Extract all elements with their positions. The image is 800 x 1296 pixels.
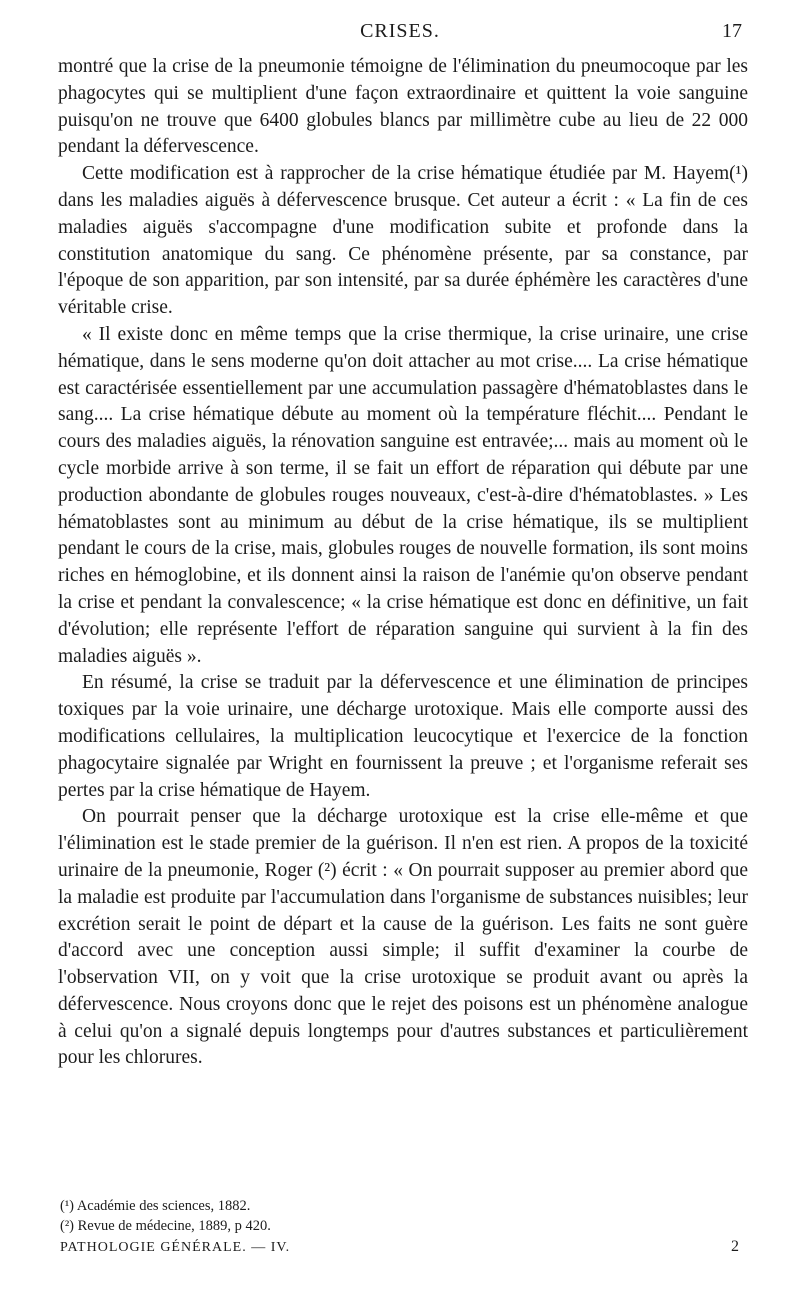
paragraph: En résumé, la crise se traduit par la défervescence et une élimination de principes toxiques par la voie urinaire, une décharge urotoxique. Mais elle comporte aussi des modifications cellulaires, la multiplication leucocytique et l'exercice de la fonction phagocytaire signalée par Wright en fournissent la preuve ; et l'organisme referait ses pertes par la crise hématique de Hayem. — [58, 672, 748, 801]
paragraph: « Il existe donc en même temps que la crise thermique, la crise urinaire, une crise hématique, dans le sens moderne qu'on doit attacher au mot crise.... La crise hématique est caractérisée essentiellement par une accumulation passagère d'hématoblastes dans le sang.... La crise hématique débute au moment où la température fléchit.... Pendant le cours des maladies aiguës, la rénovation sanguine est entravée;... mais au moment où le cycle morbide arrive à son terme, il se fait un effort de réparation qui débute par une production abondante de globules rouges nouveaux, c'est-à-dire d'hématoblastes. » Les hématoblastes sont au minimum au début de la crise hématique, ils se multiplient pendant le cours de la crise, mais, globules rouges de nouvelle formation, ils sont moins riches en hémoglobine, et ils donnent ainsi la raison de l'anémie qu'on observe pendant la crise et pendant la convalescence; « la crise hématique est donc en définitive, un fait d'évolution; elle représente l'effort de réparation sanguine qui survient à la fin des maladies aiguës ». — [58, 323, 748, 667]
body-text — [58, 54, 748, 1072]
footnotes — [60, 1196, 750, 1236]
signature-mark: 2 — [731, 1238, 740, 1255]
paragraph: On pourrait penser que la décharge urotoxique est la crise elle-même et que l'élimination est le stade premier de la guérison. Il n'en est rien. A propos de la toxicité urinaire de la pneumonie, Roger (²) écrit : « On pourrait supposer au premier abord que la maladie est produite par l'accumulation dans l'organisme de substances nuisibles; leur excrétion serait le point de départ et la cause de la guérison. Les faits ne sont guère d'accord avec une conception aussi simple; il suffit d'examiner la courbe de l'observation VII, on y voit que la crise urotoxique se produit avant ou après la défervescence. Nous croyons donc que le rejet des poisons est un phénomène analogue à celui qu'on a signalé depuis longtemps pour d'autres substances et particulièrement pour les chlorures. — [58, 806, 748, 1069]
signature-line — [60, 1240, 750, 1262]
page-number: 17 — [722, 20, 742, 42]
signature-text: PATHOLOGIE GÉNÉRALE. — IV. — [60, 1240, 291, 1255]
paragraph: montré que la crise de la pneumonie témoigne de l'élimination du pneumocoque par les phagocytes qui se multiplient d'une façon extraordinaire et quittent la voie sanguine puisqu'on ne trouve que 6400 globules blancs par millimètre cube au lieu de 22 000 pendant la défervescence. — [58, 56, 748, 158]
paragraph: Cette modification est à rapprocher de la crise hématique étudiée par M. Hayem(¹) dans les maladies aiguës à défervescence brusque. Cet auteur a écrit : « La fin de ces maladies aiguës s'accompagne d'une modification subite et profonde dans la constitution anatomique du sang. Ce phénomène présente, par sa constance, par l'époque de son apparition, par son intensité, par sa durée éphémère les caractères d'une véritable crise. — [58, 163, 748, 319]
page-header — [0, 20, 800, 50]
footnote: (²) Revue de médecine, 1889, p 420. — [60, 1218, 271, 1234]
running-head: CRISES. — [360, 20, 440, 42]
footnote: (¹) Académie des sciences, 1882. — [60, 1198, 251, 1214]
